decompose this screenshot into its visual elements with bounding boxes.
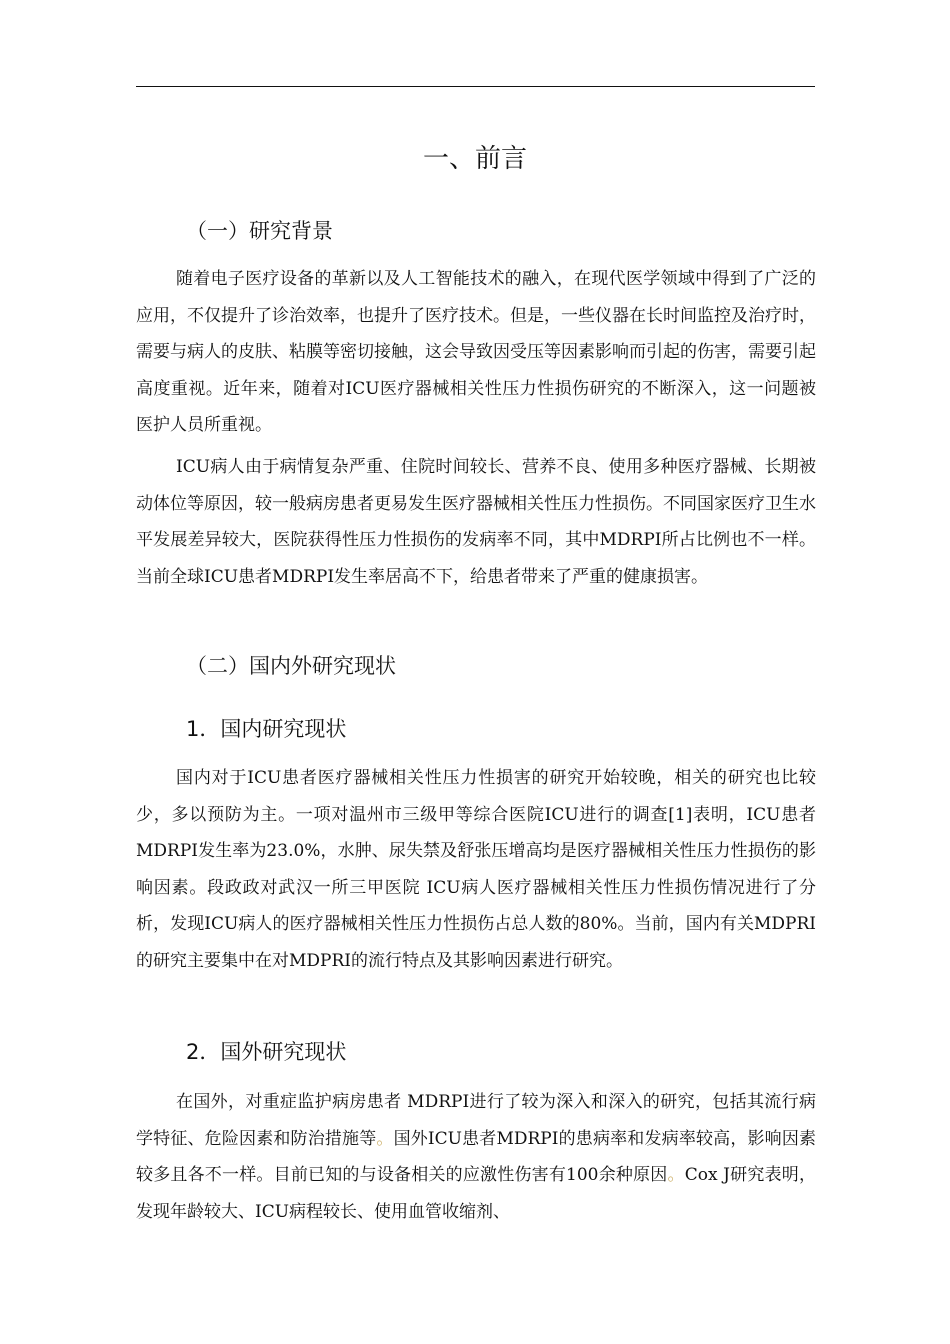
section-heading-background: （一）研究背景 [186,219,333,243]
subsection-heading-foreign: 2．国外研究现状 [186,1040,347,1064]
header-rule [136,86,815,87]
domestic-paragraph: 国内对于ICU患者医疗器械相关性压力性损害的研究开始较晚，相关的研究也比较少，多以预防为主。一项对温州市三级甲等综合医院ICU进行的调查[1]表明，ICU患者MDRPI发生率为23.0%，水肿、尿失禁及舒张压增高均是医疗器械相关性压力性损伤的影响因素。段政政对武汉一所三甲医院 ICU病人医疗器械相关性压力性损伤情况进行了分析，发现ICU病人的医疗器械相关性压力性损伤占总人数的80%。当前，国内有关MDPRI的研究主要集中在对MDPRI的流行特点及其影响因素进行研究。 [136,768,816,971]
subsection-heading-domestic: 1．国内研究现状 [186,717,347,741]
citation-mark: 。 [667,1165,685,1185]
chapter-title: 一、前言 [422,144,527,174]
foreign-text-a: 在国外，对重症监护病房患者 MDRPI进行了较为深入和深入的研究，包括其流行病学特征、危险因素和防治措施等 [136,1092,816,1149]
foreign-text-b: 国外ICU患者MDRPI的患病率和发病率较高，影响因素较多且各不一样。目前已知的与设备相关的应激性伤害有100余种原因 [136,1128,817,1185]
citation-mark: 。 [376,1128,394,1149]
background-paragraph-2: ICU病人由于病情复杂严重、住院时间较长、营养不良、使用多种医疗器械、长期被动体位等原因，较一般病房患者更易发生医疗器械相关性压力性损伤。不同国家医疗卫生水平发展差异较大，医院获得性压力性损伤的发病率不同，其中MDRPI所占比例也不一样。当前全球ICU患者MDRPI发生率居高不下，给患者带来了严重的健康损害。 [136,457,816,587]
background-paragraph-1: 随着电子医疗设备的革新以及人工智能技术的融入，在现代医学领域中得到了广泛的应用，不仅提升了诊治效率，也提升了医疗技术。但是，一些仪器在长时间监控及治疗时，需要与病人的皮肤、粘膜等密切接触，这会导致因受压等因素影响而引起的伤害，需要引起高度重视。近年来，随着对ICU医疗器械相关性压力性损伤研究的不断深入，这一问题被医护人员所重视。 [136,269,816,435]
foreign-paragraph [136,1084,816,1230]
section-heading-status: （二）国内外研究现状 [186,654,396,678]
foreign-text-c: Cox J研究表明，发现年龄较大、ICU病程较长、使用血管收缩剂、 [136,1165,816,1222]
